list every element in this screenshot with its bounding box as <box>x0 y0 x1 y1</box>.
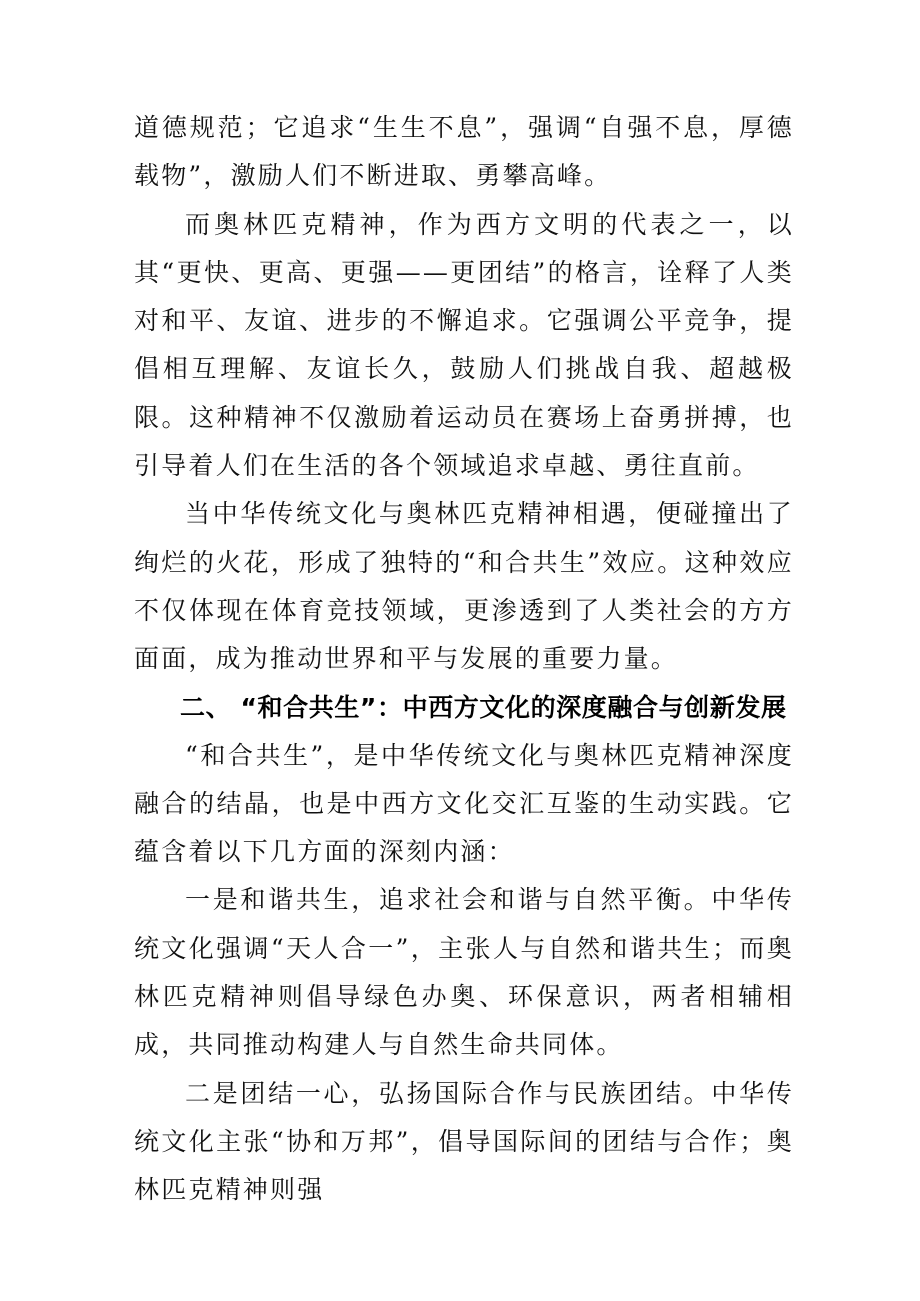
paragraph-3: 当中华传统文化与奥林匹克精神相遇，便碰撞出了绚烂的火花，形成了独特的“和合共生”效应。这种效应不仅体现在体育竞技领域，更渗透到了人类社会的方方面面，成为推动世界和平与发展的重要力量。 <box>134 499 794 674</box>
paragraph-1: 道德规范；它追求“生生不息”，强调“自强不息，厚德载物”，激励人们不断进取、勇攀高峰。 <box>134 113 794 191</box>
paragraph-2: 而奥林匹克精神，作为西方文明的代表之一，以其“更快、更高、更强——更团结”的格言，诠释了人类对和平、友谊、进步的不懈追求。它强调公平竞争，提倡相互理解、友谊长久，鼓励人们挑战自我、超越极限。这种精神不仅激励着运动员在赛场上奋勇拼搏，也引导着人们在生活的各个领域追求卓越、勇往直前。 <box>134 209 794 481</box>
section-heading: 二、 “和合共生”：中西方文化的深度融合与创新发展 <box>180 692 787 722</box>
document-body <box>134 104 794 1215</box>
paragraph-4: “和合共生”，是中华传统文化与奥林匹克精神深度融合的结晶，也是中西方文化交汇互鉴的生动实践。它蕴含着以下几方面的深刻内涵： <box>134 740 794 867</box>
paragraph-5: 一是和谐共生，追求社会和谐与自然平衡。中华传统文化强调“天人合一”，主张人与自然和谐共生；而奥林匹克精神则倡导绿色办奥、环保意识，两者相辅相成，共同推动构建人与自然生命共同体。 <box>134 885 794 1060</box>
paragraph-6: 二是团结一心，弘扬国际合作与民族团结。中华传统文化主张“协和万邦”，倡导国际间的团结与合作；奥林匹克精神则强 <box>134 1078 794 1205</box>
